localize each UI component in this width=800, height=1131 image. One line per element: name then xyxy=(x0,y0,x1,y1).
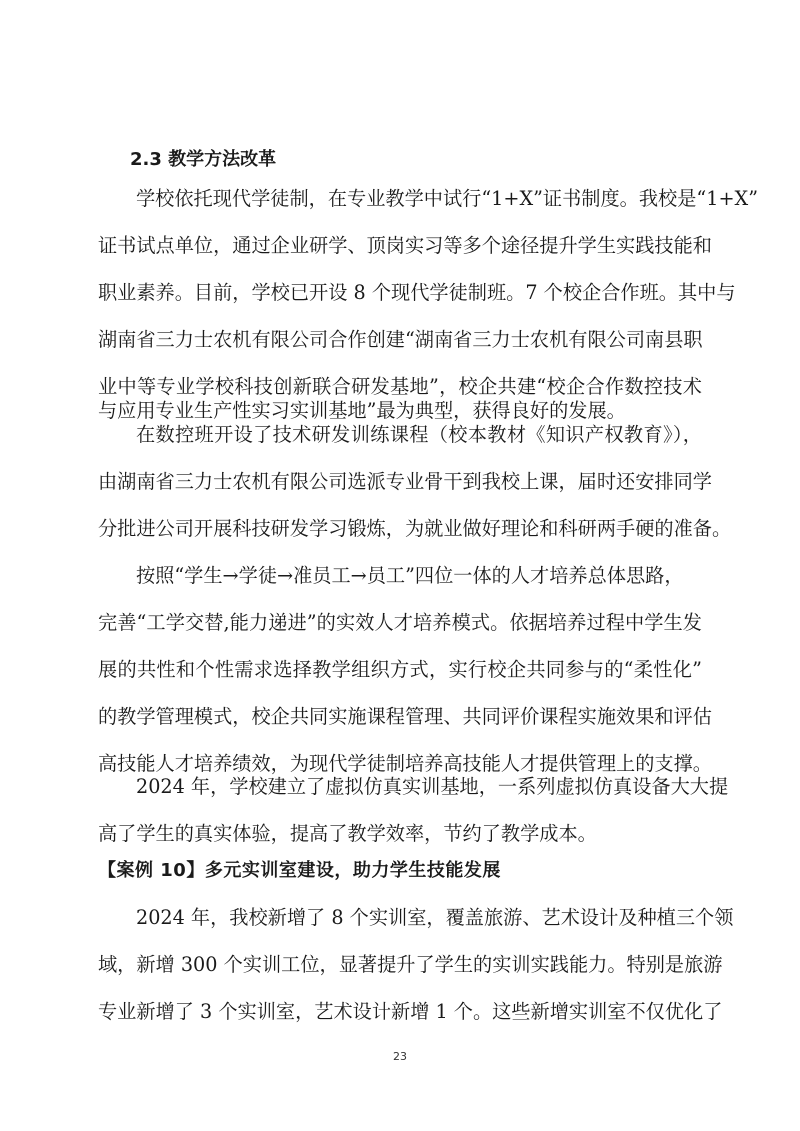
paragraph-1-line-1: 学校依托现代学徒制，在专业教学中试行“1+X”证书制度。我校是“1+X” xyxy=(136,187,758,210)
paragraph-1-line-4: 湖南省三力士农机有限公司合作创建“湖南省三力士农机有限公司南县职 xyxy=(98,328,703,351)
case-paragraph-line-3: 专业新增了 3 个实训室，艺术设计新增 1 个。这些新增实训室不仅优化了 xyxy=(98,1000,723,1023)
paragraph-3-line-5: 高技能人才培养绩效，为现代学徒制培养高技能人才提供管理上的支撑。 xyxy=(98,752,712,775)
paragraph-3-line-3: 展的共性和个性需求选择教学组织方式，实行校企共同参与的“柔性化” xyxy=(98,658,702,681)
case-paragraph-line-1: 2024 年，我校新增了 8 个实训室，覆盖旅游、艺术设计及种植三个领 xyxy=(136,906,734,929)
paragraph-2-line-3: 分批进公司开展科技研发学习锻炼，为就业做好理论和科研两手硬的准备。 xyxy=(98,517,732,540)
paragraph-1-line-3: 职业素养。目前，学校已开设 8 个现代学徒制班。7 个校企合作班。其中与 xyxy=(98,281,736,304)
paragraph-4-line-2: 高了学生的真实体验，提高了教学效率，节约了教学成本。 xyxy=(98,822,597,845)
paragraph-2-line-2: 由湖南省三力士农机有限公司选派专业骨干到我校上课，届时还安排同学 xyxy=(98,470,712,493)
paragraph-1-line-2: 证书试点单位，通过企业研学、顶岗实习等多个途径提升学生实践技能和 xyxy=(98,234,712,257)
case-title: 【案例 10】多元实训室建设，助力学生技能发展 xyxy=(98,860,501,881)
section-heading: 2.3 教学方法改革 xyxy=(130,149,277,170)
paragraph-3-line-1: 按照“学生→学徒→准员工→员工”四位一体的人才培养总体思路， xyxy=(136,564,684,587)
paragraph-4-line-1: 2024 年，学校建立了虚拟仿真实训基地，一系列虚拟仿真设备大大提 xyxy=(136,775,729,798)
case-paragraph-line-2: 域，新增 300 个实训工位，显著提升了学生的实训实践能力。特别是旅游 xyxy=(98,953,723,976)
paragraph-1-line-5: 业中等专业学校科技创新联合研发基地”，校企共建“校企合作数控技术 xyxy=(98,375,702,398)
paragraph-1-line-6: 与应用专业生产性实习实训基地”最为典型，获得良好的发展。 xyxy=(98,399,626,422)
paragraph-3-line-2: 完善“工学交替,能力递进”的实效人才培养模式。依据培养过程中学生发 xyxy=(98,611,702,634)
page-number: 23 xyxy=(393,1050,407,1063)
paragraph-3-line-4: 的教学管理模式，校企共同实施课程管理、共同评价课程实施效果和评估 xyxy=(98,705,712,728)
paragraph-2-line-1: 在数控班开设了技术研发训练课程（校本教材《知识产权教育》）， xyxy=(136,423,702,446)
